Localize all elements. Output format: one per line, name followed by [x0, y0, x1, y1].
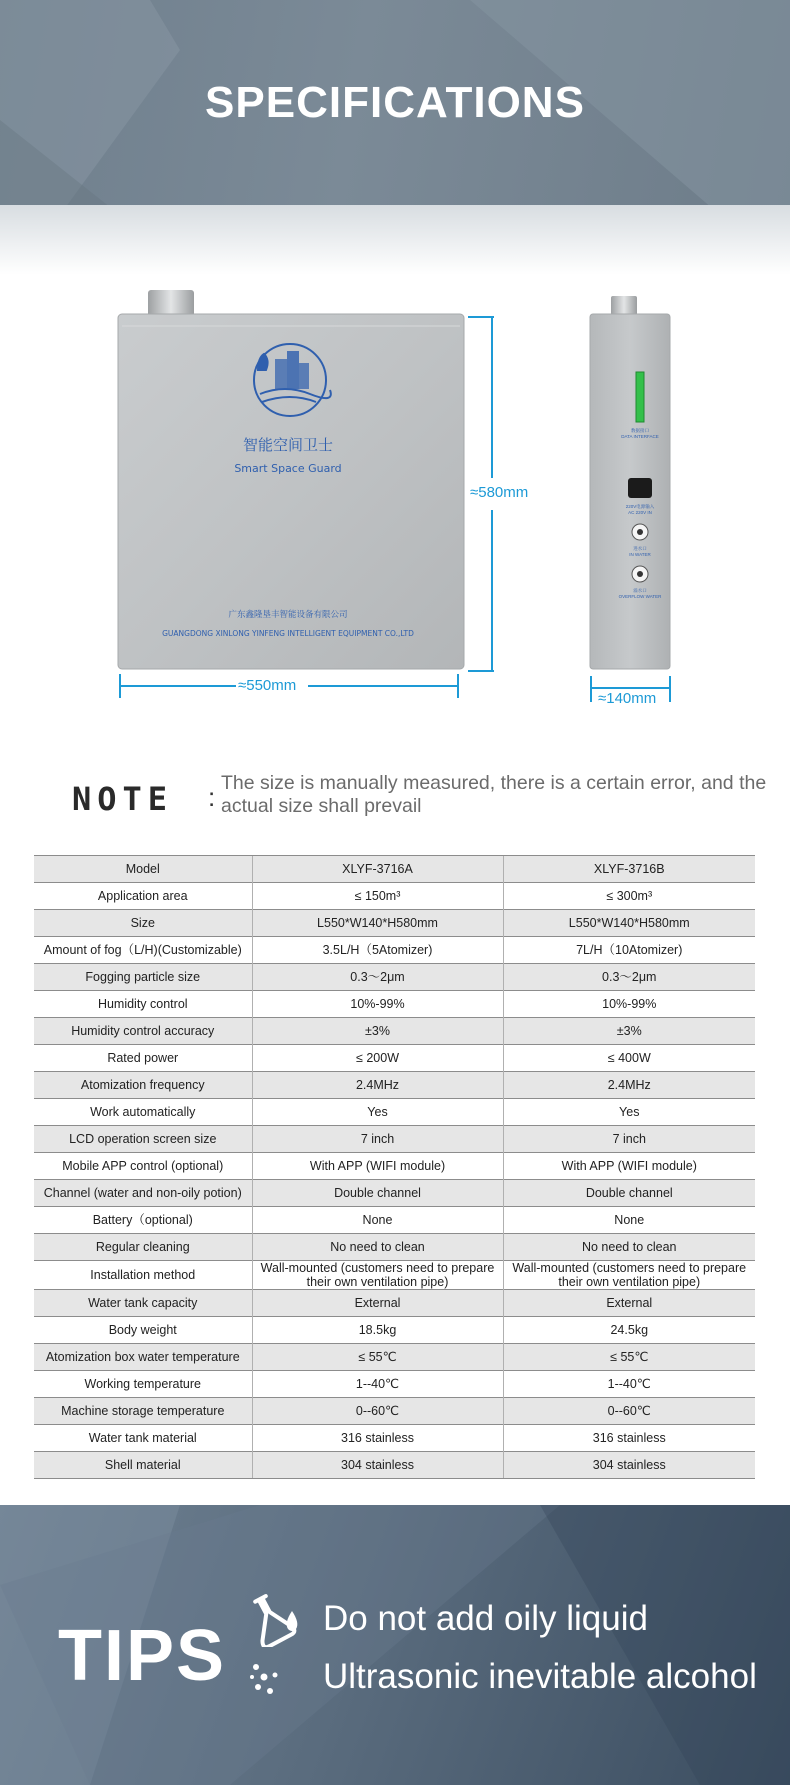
bubbles-icon [248, 1661, 284, 1701]
spec-value-cell: 3.5L/H（5Atomizer) [252, 937, 503, 964]
spec-label-cell: Size [34, 910, 252, 937]
spec-label-cell: Installation method [34, 1261, 252, 1290]
tips-title: TIPS [58, 1616, 227, 1696]
spec-value-cell: L550*W140*H580mm [503, 910, 755, 937]
spec-value-cell: 1--40℃ [252, 1371, 503, 1398]
spec-value-cell: L550*W140*H580mm [252, 910, 503, 937]
table-row [34, 1317, 755, 1344]
spec-label-cell: Shell material [34, 1452, 252, 1479]
spec-value-cell: ±3% [252, 1018, 503, 1045]
depth-dimension-label: ≈140mm [598, 690, 657, 707]
spec-value-cell: With APP (WIFI module) [252, 1153, 503, 1180]
tips-footer [0, 1505, 790, 1785]
spec-label-cell: Amount of fog（L/H)(Customizable) [34, 937, 252, 964]
spec-value-cell: External [252, 1290, 503, 1317]
page-title: SPECIFICATIONS [205, 78, 585, 127]
spec-value-cell: None [503, 1207, 755, 1234]
note-block [72, 772, 772, 832]
table-row [34, 1234, 755, 1261]
svg-text:进水口IN WATER: 进水口 IN WATER [629, 546, 651, 557]
table-row [34, 937, 755, 964]
spec-label-cell: Application area [34, 883, 252, 910]
spec-value-cell: External [503, 1290, 755, 1317]
spec-label-cell: Mobile APP control (optional) [34, 1153, 252, 1180]
spec-value-cell: 0--60℃ [503, 1398, 755, 1425]
company-en: GUANGDONG XINLONG YINFENG INTELLIGENT EQUIPMENT CO.,LTD [162, 629, 414, 638]
spec-value-cell: 7L/H（10Atomizer) [503, 937, 755, 964]
spec-label-cell: Body weight [34, 1317, 252, 1344]
table-row [34, 991, 755, 1018]
spec-value-cell: No need to clean [503, 1234, 755, 1261]
spec-value-cell: Yes [503, 1099, 755, 1126]
table-row [34, 1153, 755, 1180]
product-drawing [0, 270, 790, 720]
spec-value-cell: ≤ 300m³ [503, 883, 755, 910]
table-row [34, 856, 755, 883]
spec-value-cell: XLYF-3716A [252, 856, 503, 883]
width-dimension-label: ≈550mm [238, 677, 297, 694]
company-cn: 广东鑫隆垦丰智能设备有限公司 [228, 610, 348, 620]
spec-label-cell: LCD operation screen size [34, 1126, 252, 1153]
table-row [34, 1207, 755, 1234]
spec-value-cell: ≤ 55℃ [252, 1344, 503, 1371]
table-row [34, 1371, 755, 1398]
spec-value-cell: ≤ 150m³ [252, 883, 503, 910]
spec-value-cell: ±3% [503, 1018, 755, 1045]
table-row [34, 1398, 755, 1425]
note-colon: : [208, 782, 216, 812]
spec-value-cell: 304 stainless [503, 1452, 755, 1479]
spec-value-cell: 2.4MHz [252, 1072, 503, 1099]
spec-value-cell: 18.5kg [252, 1317, 503, 1344]
spec-value-cell: Wall-mounted (customers need to prepare their own ventilation pipe) [503, 1261, 755, 1290]
spec-value-cell: 10%-99% [503, 991, 755, 1018]
spec-label-cell: Water tank material [34, 1425, 252, 1452]
table-row [34, 1180, 755, 1207]
spec-label-cell: Working temperature [34, 1371, 252, 1398]
note-text: The size is manually measured, there is a certain error, and the actual size shall prevail [221, 772, 767, 817]
spec-label-cell: Channel (water and non-oily potion) [34, 1180, 252, 1207]
spec-value-cell: 7 inch [252, 1126, 503, 1153]
spec-label-cell: Model [34, 856, 252, 883]
spec-value-cell: None [252, 1207, 503, 1234]
spec-value-cell: 24.5kg [503, 1317, 755, 1344]
spec-label-cell: Atomization box water temperature [34, 1344, 252, 1371]
spec-value-cell: 2.4MHz [503, 1072, 755, 1099]
header-banner [0, 0, 790, 215]
table-row [34, 1126, 755, 1153]
spec-value-cell: XLYF-3716B [503, 856, 755, 883]
tip-ultrasonic-alcohol: Ultrasonic inevitable alcohol [323, 1657, 757, 1696]
spec-value-cell: 0.3～2μm [252, 964, 503, 991]
table-row [34, 883, 755, 910]
spec-value-cell: Double channel [252, 1180, 503, 1207]
spec-label-cell: Humidity control [34, 991, 252, 1018]
spec-label-cell: Machine storage temperature [34, 1398, 252, 1425]
table-row [34, 910, 755, 937]
spec-label-cell: Rated power [34, 1045, 252, 1072]
svg-text:溢水口OVERFLOW WATER: 溢水口 OVERFLOW WATER [618, 588, 662, 599]
table-row [34, 1072, 755, 1099]
spec-value-cell: 10%-99% [252, 991, 503, 1018]
table-row [34, 1018, 755, 1045]
spec-value-cell: 0--60℃ [252, 1398, 503, 1425]
table-row [34, 1099, 755, 1126]
spec-table [34, 855, 755, 1479]
spec-label-cell: Battery（optional) [34, 1207, 252, 1234]
spec-label-cell: Work automatically [34, 1099, 252, 1126]
spec-value-cell: 7 inch [503, 1126, 755, 1153]
table-row [34, 1344, 755, 1371]
height-dimension-label: ≈580mm [470, 484, 529, 501]
spec-value-cell: Wall-mounted (customers need to prepare their own ventilation pipe) [252, 1261, 503, 1290]
data-interface-port [636, 372, 644, 422]
spec-label-cell: Fogging particle size [34, 964, 252, 991]
flask-drop-icon [240, 1591, 306, 1647]
spec-value-cell: ≤ 200W [252, 1045, 503, 1072]
spec-value-cell: ≤ 400W [503, 1045, 755, 1072]
spec-label-cell: Water tank capacity [34, 1290, 252, 1317]
front-label-cn: 智能空间卫士 [242, 436, 334, 454]
spec-value-cell: With APP (WIFI module) [503, 1153, 755, 1180]
tip-no-oily-liquid: Do not add oily liquid [323, 1599, 648, 1638]
table-row [34, 1290, 755, 1317]
spec-value-cell: 1--40℃ [503, 1371, 755, 1398]
spec-value-cell: 304 stainless [252, 1452, 503, 1479]
table-row [34, 1261, 755, 1290]
spec-label-cell: Atomization frequency [34, 1072, 252, 1099]
front-label-en: Smart Space Guard [234, 462, 342, 475]
spec-value-cell: Double channel [503, 1180, 755, 1207]
product-figure [0, 270, 790, 720]
header-fade [0, 205, 790, 275]
svg-text:220V电源输入AC 220V IN: 220V电源输入 AC 220V IN [625, 504, 655, 515]
spec-value-cell: Yes [252, 1099, 503, 1126]
power-socket [628, 478, 652, 498]
spec-value-cell: 0.3～2μm [503, 964, 755, 991]
svg-text:数据接口DATA INTERFACE: 数据接口 DATA INTERFACE [621, 428, 659, 439]
spec-value-cell: ≤ 55℃ [503, 1344, 755, 1371]
spec-value-cell: 316 stainless [252, 1425, 503, 1452]
spec-value-cell: No need to clean [252, 1234, 503, 1261]
table-row [34, 1045, 755, 1072]
spec-label-cell: Humidity control accuracy [34, 1018, 252, 1045]
table-row [34, 1452, 755, 1479]
table-row [34, 964, 755, 991]
spec-value-cell: 316 stainless [503, 1425, 755, 1452]
spec-label-cell: Regular cleaning [34, 1234, 252, 1261]
table-row [34, 1425, 755, 1452]
note-label: NOTE [72, 780, 174, 818]
